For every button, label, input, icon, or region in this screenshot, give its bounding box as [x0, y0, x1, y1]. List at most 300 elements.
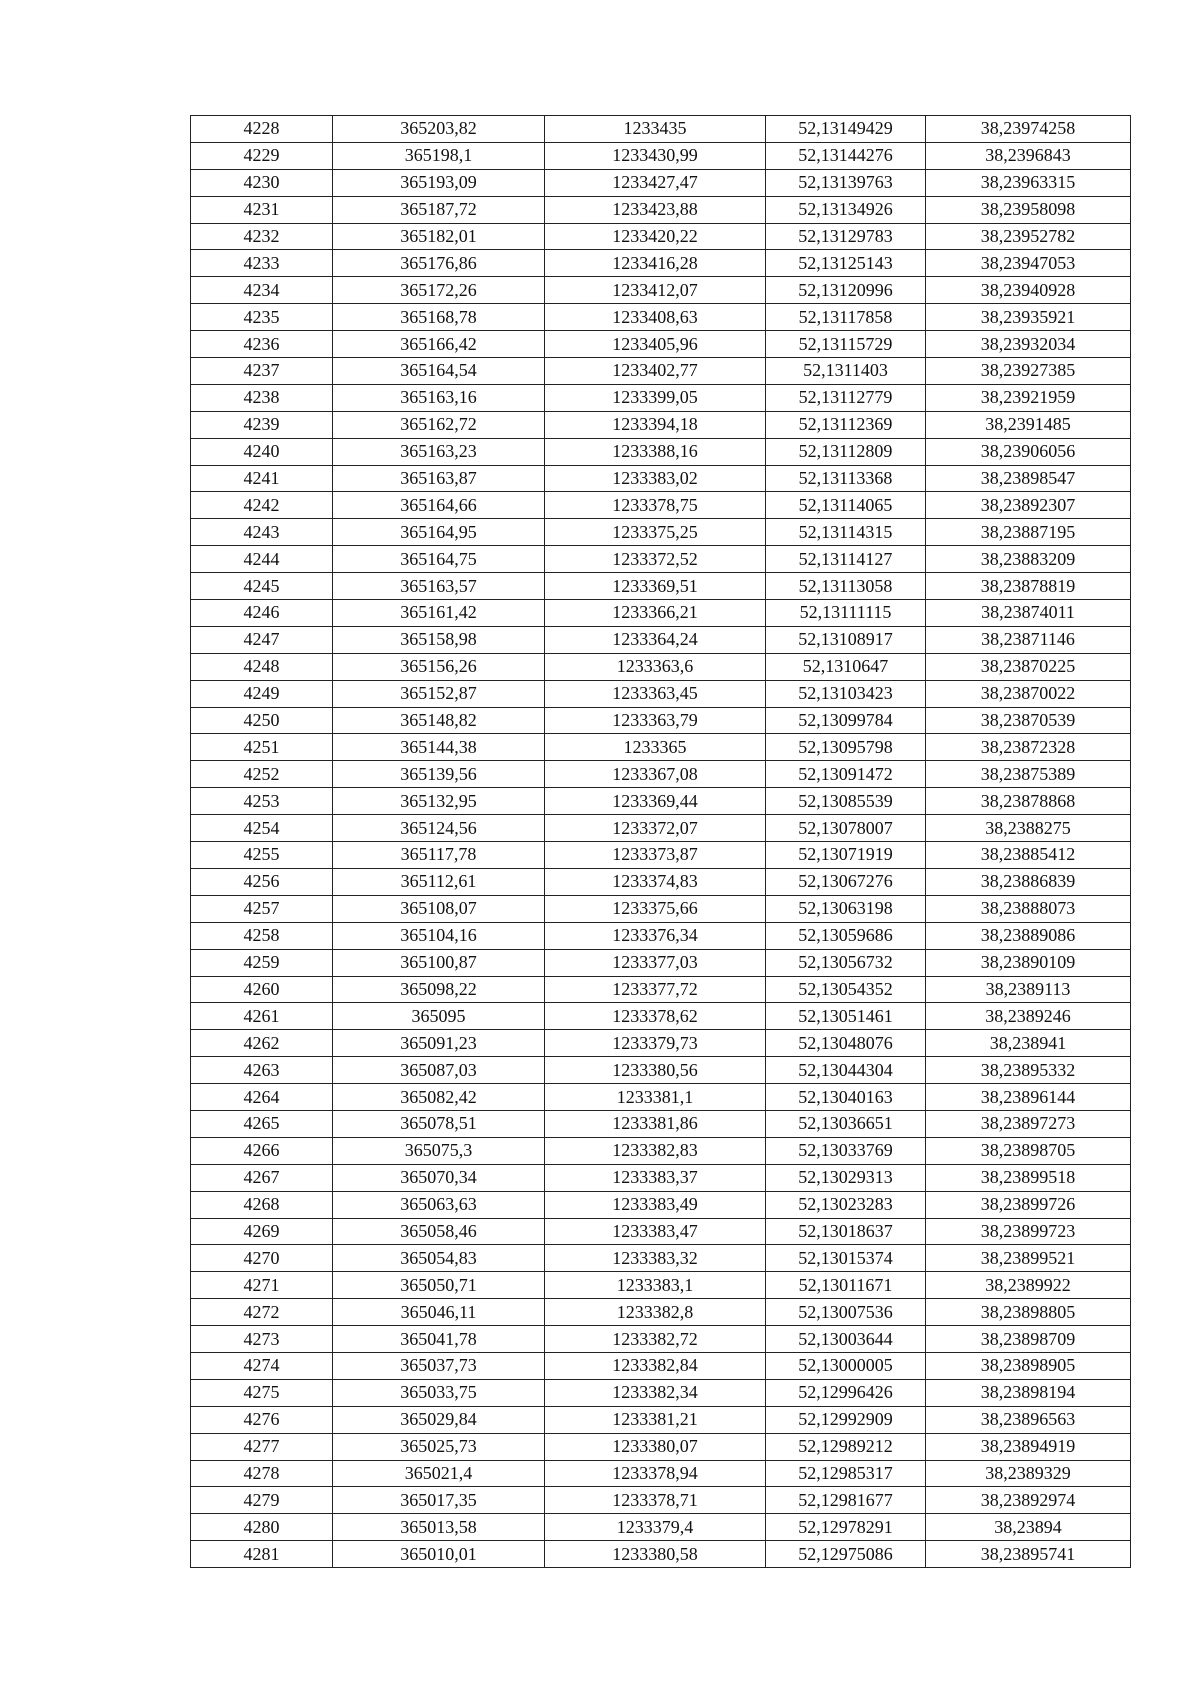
latitude-cell: 52,13056732: [766, 949, 926, 976]
point-number-cell: 4231: [191, 196, 333, 223]
longitude-cell: 38,23875389: [926, 761, 1131, 788]
latitude-cell: 52,13115729: [766, 331, 926, 358]
longitude-cell: 38,23906056: [926, 438, 1131, 465]
latitude-cell: 52,13018637: [766, 1218, 926, 1245]
y-coordinate-cell: 1233378,71: [545, 1487, 766, 1514]
latitude-cell: 52,13071919: [766, 842, 926, 869]
x-coordinate-cell: 365144,38: [333, 734, 545, 761]
point-number-cell: 4266: [191, 1137, 333, 1164]
y-coordinate-cell: 1233405,96: [545, 331, 766, 358]
latitude-cell: 52,13003644: [766, 1326, 926, 1353]
x-coordinate-cell: 365095: [333, 1003, 545, 1030]
latitude-cell: 52,13000005: [766, 1352, 926, 1379]
x-coordinate-cell: 365193,09: [333, 169, 545, 196]
table-row: [191, 384, 1131, 411]
x-coordinate-cell: 365163,23: [333, 438, 545, 465]
table-row: [191, 358, 1131, 385]
x-coordinate-cell: 365108,07: [333, 895, 545, 922]
x-coordinate-cell: 365082,42: [333, 1084, 545, 1111]
longitude-cell: 38,2389113: [926, 976, 1131, 1003]
latitude-cell: 52,13051461: [766, 1003, 926, 1030]
x-coordinate-cell: 365203,82: [333, 116, 545, 143]
longitude-cell: 38,23871146: [926, 626, 1131, 653]
longitude-cell: 38,2389329: [926, 1460, 1131, 1487]
y-coordinate-cell: 1233375,66: [545, 895, 766, 922]
y-coordinate-cell: 1233416,28: [545, 250, 766, 277]
y-coordinate-cell: 1233435: [545, 116, 766, 143]
point-number-cell: 4234: [191, 277, 333, 304]
y-coordinate-cell: 1233399,05: [545, 384, 766, 411]
x-coordinate-cell: 365198,1: [333, 142, 545, 169]
table-row: [191, 1030, 1131, 1057]
y-coordinate-cell: 1233382,34: [545, 1379, 766, 1406]
point-number-cell: 4249: [191, 680, 333, 707]
point-number-cell: 4239: [191, 411, 333, 438]
y-coordinate-cell: 1233394,18: [545, 411, 766, 438]
table-row: [191, 331, 1131, 358]
longitude-cell: 38,23940928: [926, 277, 1131, 304]
table-row: [191, 680, 1131, 707]
y-coordinate-cell: 1233377,72: [545, 976, 766, 1003]
point-number-cell: 4251: [191, 734, 333, 761]
longitude-cell: 38,23895332: [926, 1057, 1131, 1084]
longitude-cell: 38,23894: [926, 1514, 1131, 1541]
x-coordinate-cell: 365013,58: [333, 1514, 545, 1541]
y-coordinate-cell: 1233380,56: [545, 1057, 766, 1084]
y-coordinate-cell: 1233383,32: [545, 1245, 766, 1272]
table-row: [191, 1084, 1131, 1111]
point-number-cell: 4248: [191, 653, 333, 680]
latitude-cell: 52,12981677: [766, 1487, 926, 1514]
latitude-cell: 52,13129783: [766, 223, 926, 250]
x-coordinate-cell: 365112,61: [333, 868, 545, 895]
latitude-cell: 52,13091472: [766, 761, 926, 788]
point-number-cell: 4258: [191, 922, 333, 949]
table-row: [191, 465, 1131, 492]
latitude-cell: 52,1311403: [766, 358, 926, 385]
table-row: [191, 895, 1131, 922]
latitude-cell: 52,12996426: [766, 1379, 926, 1406]
table-row: [191, 116, 1131, 143]
x-coordinate-cell: 365164,66: [333, 492, 545, 519]
longitude-cell: 38,23890109: [926, 949, 1131, 976]
table-row: [191, 1137, 1131, 1164]
y-coordinate-cell: 1233383,37: [545, 1164, 766, 1191]
latitude-cell: 52,12985317: [766, 1460, 926, 1487]
latitude-cell: 52,13112369: [766, 411, 926, 438]
longitude-cell: 38,23896563: [926, 1406, 1131, 1433]
y-coordinate-cell: 1233364,24: [545, 626, 766, 653]
latitude-cell: 52,13120996: [766, 277, 926, 304]
y-coordinate-cell: 1233388,16: [545, 438, 766, 465]
longitude-cell: 38,23958098: [926, 196, 1131, 223]
table-row: [191, 922, 1131, 949]
latitude-cell: 52,13149429: [766, 116, 926, 143]
y-coordinate-cell: 1233382,8: [545, 1299, 766, 1326]
y-coordinate-cell: 1233363,79: [545, 707, 766, 734]
table-row: [191, 653, 1131, 680]
latitude-cell: 52,13113368: [766, 465, 926, 492]
latitude-cell: 52,13085539: [766, 788, 926, 815]
latitude-cell: 52,13015374: [766, 1245, 926, 1272]
y-coordinate-cell: 1233373,87: [545, 842, 766, 869]
x-coordinate-cell: 365117,78: [333, 842, 545, 869]
table-row: [191, 1406, 1131, 1433]
longitude-cell: 38,23899521: [926, 1245, 1131, 1272]
latitude-cell: 52,12975086: [766, 1541, 926, 1568]
x-coordinate-cell: 365168,78: [333, 304, 545, 331]
y-coordinate-cell: 1233382,83: [545, 1137, 766, 1164]
point-number-cell: 4267: [191, 1164, 333, 1191]
longitude-cell: 38,23870225: [926, 653, 1131, 680]
point-number-cell: 4254: [191, 815, 333, 842]
y-coordinate-cell: 1233376,34: [545, 922, 766, 949]
table-row: [191, 250, 1131, 277]
point-number-cell: 4247: [191, 626, 333, 653]
latitude-cell: 52,13007536: [766, 1299, 926, 1326]
x-coordinate-cell: 365172,26: [333, 277, 545, 304]
longitude-cell: 38,23870539: [926, 707, 1131, 734]
longitude-cell: 38,23898805: [926, 1299, 1131, 1326]
table-row: [191, 411, 1131, 438]
point-number-cell: 4252: [191, 761, 333, 788]
y-coordinate-cell: 1233379,4: [545, 1514, 766, 1541]
point-number-cell: 4262: [191, 1030, 333, 1057]
table-row: [191, 304, 1131, 331]
y-coordinate-cell: 1233372,07: [545, 815, 766, 842]
longitude-cell: 38,23892307: [926, 492, 1131, 519]
x-coordinate-cell: 365041,78: [333, 1326, 545, 1353]
point-number-cell: 4246: [191, 600, 333, 627]
table-row: [191, 1487, 1131, 1514]
point-number-cell: 4259: [191, 949, 333, 976]
longitude-cell: 38,2389246: [926, 1003, 1131, 1030]
x-coordinate-cell: 365054,83: [333, 1245, 545, 1272]
point-number-cell: 4228: [191, 116, 333, 143]
table-row: [191, 546, 1131, 573]
point-number-cell: 4245: [191, 573, 333, 600]
table-row: [191, 1460, 1131, 1487]
latitude-cell: 52,13054352: [766, 976, 926, 1003]
coordinates-table: [190, 115, 1131, 1568]
latitude-cell: 52,13033769: [766, 1137, 926, 1164]
x-coordinate-cell: 365029,84: [333, 1406, 545, 1433]
y-coordinate-cell: 1233420,22: [545, 223, 766, 250]
point-number-cell: 4275: [191, 1379, 333, 1406]
table-row: [191, 761, 1131, 788]
point-number-cell: 4244: [191, 546, 333, 573]
latitude-cell: 52,13044304: [766, 1057, 926, 1084]
table-row: [191, 1541, 1131, 1568]
point-number-cell: 4278: [191, 1460, 333, 1487]
point-number-cell: 4237: [191, 358, 333, 385]
y-coordinate-cell: 1233363,6: [545, 653, 766, 680]
x-coordinate-cell: 365037,73: [333, 1352, 545, 1379]
x-coordinate-cell: 365164,75: [333, 546, 545, 573]
longitude-cell: 38,2388275: [926, 815, 1131, 842]
longitude-cell: 38,23878819: [926, 573, 1131, 600]
longitude-cell: 38,23935921: [926, 304, 1131, 331]
x-coordinate-cell: 365139,56: [333, 761, 545, 788]
latitude-cell: 52,12992909: [766, 1406, 926, 1433]
latitude-cell: 52,13144276: [766, 142, 926, 169]
latitude-cell: 52,13048076: [766, 1030, 926, 1057]
y-coordinate-cell: 1233382,72: [545, 1326, 766, 1353]
table-row: [191, 573, 1131, 600]
table-row: [191, 734, 1131, 761]
x-coordinate-cell: 365156,26: [333, 653, 545, 680]
point-number-cell: 4263: [191, 1057, 333, 1084]
longitude-cell: 38,23899518: [926, 1164, 1131, 1191]
latitude-cell: 52,13036651: [766, 1110, 926, 1137]
point-number-cell: 4253: [191, 788, 333, 815]
x-coordinate-cell: 365162,72: [333, 411, 545, 438]
table-row: [191, 868, 1131, 895]
latitude-cell: 52,13099784: [766, 707, 926, 734]
longitude-cell: 38,2389922: [926, 1272, 1131, 1299]
point-number-cell: 4238: [191, 384, 333, 411]
longitude-cell: 38,23898709: [926, 1326, 1131, 1353]
latitude-cell: 52,12989212: [766, 1433, 926, 1460]
y-coordinate-cell: 1233383,49: [545, 1191, 766, 1218]
table-row: [191, 788, 1131, 815]
longitude-cell: 38,23883209: [926, 546, 1131, 573]
table-row: [191, 949, 1131, 976]
longitude-cell: 38,23963315: [926, 169, 1131, 196]
y-coordinate-cell: 1233427,47: [545, 169, 766, 196]
x-coordinate-cell: 365021,4: [333, 1460, 545, 1487]
x-coordinate-cell: 365050,71: [333, 1272, 545, 1299]
y-coordinate-cell: 1233423,88: [545, 196, 766, 223]
x-coordinate-cell: 365091,23: [333, 1030, 545, 1057]
latitude-cell: 52,13059686: [766, 922, 926, 949]
point-number-cell: 4271: [191, 1272, 333, 1299]
x-coordinate-cell: 365098,22: [333, 976, 545, 1003]
point-number-cell: 4277: [191, 1433, 333, 1460]
latitude-cell: 52,13103423: [766, 680, 926, 707]
y-coordinate-cell: 1233381,1: [545, 1084, 766, 1111]
y-coordinate-cell: 1233367,08: [545, 761, 766, 788]
point-number-cell: 4273: [191, 1326, 333, 1353]
table-row: [191, 1164, 1131, 1191]
x-coordinate-cell: 365187,72: [333, 196, 545, 223]
longitude-cell: 38,23932034: [926, 331, 1131, 358]
longitude-cell: 38,23899726: [926, 1191, 1131, 1218]
table-row: [191, 1191, 1131, 1218]
y-coordinate-cell: 1233378,75: [545, 492, 766, 519]
longitude-cell: 38,23897273: [926, 1110, 1131, 1137]
x-coordinate-cell: 365158,98: [333, 626, 545, 653]
y-coordinate-cell: 1233375,25: [545, 519, 766, 546]
x-coordinate-cell: 365017,35: [333, 1487, 545, 1514]
x-coordinate-cell: 365163,57: [333, 573, 545, 600]
latitude-cell: 52,13112779: [766, 384, 926, 411]
latitude-cell: 52,13011671: [766, 1272, 926, 1299]
y-coordinate-cell: 1233408,63: [545, 304, 766, 331]
latitude-cell: 52,12978291: [766, 1514, 926, 1541]
longitude-cell: 38,23896144: [926, 1084, 1131, 1111]
y-coordinate-cell: 1233381,86: [545, 1110, 766, 1137]
coordinates-table-body: [191, 116, 1131, 1568]
y-coordinate-cell: 1233372,52: [545, 546, 766, 573]
point-number-cell: 4236: [191, 331, 333, 358]
point-number-cell: 4233: [191, 250, 333, 277]
longitude-cell: 38,23894919: [926, 1433, 1131, 1460]
table-row: [191, 842, 1131, 869]
x-coordinate-cell: 365104,16: [333, 922, 545, 949]
table-row: [191, 1245, 1131, 1272]
table-row: [191, 1272, 1131, 1299]
longitude-cell: 38,23974258: [926, 116, 1131, 143]
x-coordinate-cell: 365075,3: [333, 1137, 545, 1164]
point-number-cell: 4272: [191, 1299, 333, 1326]
point-number-cell: 4264: [191, 1084, 333, 1111]
point-number-cell: 4230: [191, 169, 333, 196]
y-coordinate-cell: 1233430,99: [545, 142, 766, 169]
table-row: [191, 1379, 1131, 1406]
longitude-cell: 38,23874011: [926, 600, 1131, 627]
point-number-cell: 4280: [191, 1514, 333, 1541]
y-coordinate-cell: 1233363,45: [545, 680, 766, 707]
x-coordinate-cell: 365176,86: [333, 250, 545, 277]
y-coordinate-cell: 1233383,47: [545, 1218, 766, 1245]
longitude-cell: 38,23870022: [926, 680, 1131, 707]
x-coordinate-cell: 365078,51: [333, 1110, 545, 1137]
y-coordinate-cell: 1233379,73: [545, 1030, 766, 1057]
longitude-cell: 38,23898705: [926, 1137, 1131, 1164]
longitude-cell: 38,2391485: [926, 411, 1131, 438]
latitude-cell: 52,13111115: [766, 600, 926, 627]
point-number-cell: 4241: [191, 465, 333, 492]
point-number-cell: 4243: [191, 519, 333, 546]
table-row: [191, 1352, 1131, 1379]
table-row: [191, 1110, 1131, 1137]
x-coordinate-cell: 365132,95: [333, 788, 545, 815]
point-number-cell: 4269: [191, 1218, 333, 1245]
longitude-cell: 38,23885412: [926, 842, 1131, 869]
x-coordinate-cell: 365010,01: [333, 1541, 545, 1568]
point-number-cell: 4274: [191, 1352, 333, 1379]
y-coordinate-cell: 1233377,03: [545, 949, 766, 976]
latitude-cell: 52,13040163: [766, 1084, 926, 1111]
longitude-cell: 38,23898905: [926, 1352, 1131, 1379]
latitude-cell: 52,13125143: [766, 250, 926, 277]
latitude-cell: 52,13134926: [766, 196, 926, 223]
table-row: [191, 1003, 1131, 1030]
longitude-cell: 38,23886839: [926, 868, 1131, 895]
table-row: [191, 626, 1131, 653]
y-coordinate-cell: 1233365: [545, 734, 766, 761]
y-coordinate-cell: 1233366,21: [545, 600, 766, 627]
longitude-cell: 38,2396843: [926, 142, 1131, 169]
point-number-cell: 4240: [191, 438, 333, 465]
table-row: [191, 223, 1131, 250]
latitude-cell: 52,13078007: [766, 815, 926, 842]
longitude-cell: 38,23878868: [926, 788, 1131, 815]
latitude-cell: 52,13114127: [766, 546, 926, 573]
y-coordinate-cell: 1233383,02: [545, 465, 766, 492]
y-coordinate-cell: 1233380,58: [545, 1541, 766, 1568]
x-coordinate-cell: 365182,01: [333, 223, 545, 250]
y-coordinate-cell: 1233378,94: [545, 1460, 766, 1487]
latitude-cell: 52,13095798: [766, 734, 926, 761]
table-row: [191, 519, 1131, 546]
table-row: [191, 438, 1131, 465]
table-row: [191, 1299, 1131, 1326]
latitude-cell: 52,13029313: [766, 1164, 926, 1191]
latitude-cell: 52,13112809: [766, 438, 926, 465]
y-coordinate-cell: 1233369,44: [545, 788, 766, 815]
longitude-cell: 38,23892974: [926, 1487, 1131, 1514]
longitude-cell: 38,23947053: [926, 250, 1131, 277]
y-coordinate-cell: 1233378,62: [545, 1003, 766, 1030]
x-coordinate-cell: 365164,95: [333, 519, 545, 546]
x-coordinate-cell: 365087,03: [333, 1057, 545, 1084]
x-coordinate-cell: 365025,73: [333, 1433, 545, 1460]
longitude-cell: 38,23872328: [926, 734, 1131, 761]
point-number-cell: 4260: [191, 976, 333, 1003]
point-number-cell: 4250: [191, 707, 333, 734]
x-coordinate-cell: 365058,46: [333, 1218, 545, 1245]
table-row: [191, 1218, 1131, 1245]
table-row: [191, 277, 1131, 304]
point-number-cell: 4279: [191, 1487, 333, 1514]
point-number-cell: 4257: [191, 895, 333, 922]
x-coordinate-cell: 365163,87: [333, 465, 545, 492]
longitude-cell: 38,23888073: [926, 895, 1131, 922]
table-row: [191, 1326, 1131, 1353]
x-coordinate-cell: 365063,63: [333, 1191, 545, 1218]
latitude-cell: 52,13067276: [766, 868, 926, 895]
point-number-cell: 4242: [191, 492, 333, 519]
table-row: [191, 492, 1131, 519]
longitude-cell: 38,23889086: [926, 922, 1131, 949]
x-coordinate-cell: 365124,56: [333, 815, 545, 842]
table-row: [191, 1514, 1131, 1541]
latitude-cell: 52,13139763: [766, 169, 926, 196]
table-row: [191, 142, 1131, 169]
x-coordinate-cell: 365152,87: [333, 680, 545, 707]
x-coordinate-cell: 365161,42: [333, 600, 545, 627]
longitude-cell: 38,23921959: [926, 384, 1131, 411]
longitude-cell: 38,23927385: [926, 358, 1131, 385]
point-number-cell: 4268: [191, 1191, 333, 1218]
point-number-cell: 4270: [191, 1245, 333, 1272]
table-row: [191, 600, 1131, 627]
y-coordinate-cell: 1233383,1: [545, 1272, 766, 1299]
point-number-cell: 4255: [191, 842, 333, 869]
y-coordinate-cell: 1233382,84: [545, 1352, 766, 1379]
table-row: [191, 815, 1131, 842]
point-number-cell: 4235: [191, 304, 333, 331]
x-coordinate-cell: 365163,16: [333, 384, 545, 411]
y-coordinate-cell: 1233412,07: [545, 277, 766, 304]
x-coordinate-cell: 365070,34: [333, 1164, 545, 1191]
longitude-cell: 38,23895741: [926, 1541, 1131, 1568]
y-coordinate-cell: 1233369,51: [545, 573, 766, 600]
latitude-cell: 52,13114065: [766, 492, 926, 519]
point-number-cell: 4281: [191, 1541, 333, 1568]
y-coordinate-cell: 1233402,77: [545, 358, 766, 385]
table-row: [191, 1057, 1131, 1084]
point-number-cell: 4276: [191, 1406, 333, 1433]
table-row: [191, 169, 1131, 196]
table-row: [191, 976, 1131, 1003]
latitude-cell: 52,13117858: [766, 304, 926, 331]
point-number-cell: 4229: [191, 142, 333, 169]
latitude-cell: 52,1310647: [766, 653, 926, 680]
x-coordinate-cell: 365046,11: [333, 1299, 545, 1326]
